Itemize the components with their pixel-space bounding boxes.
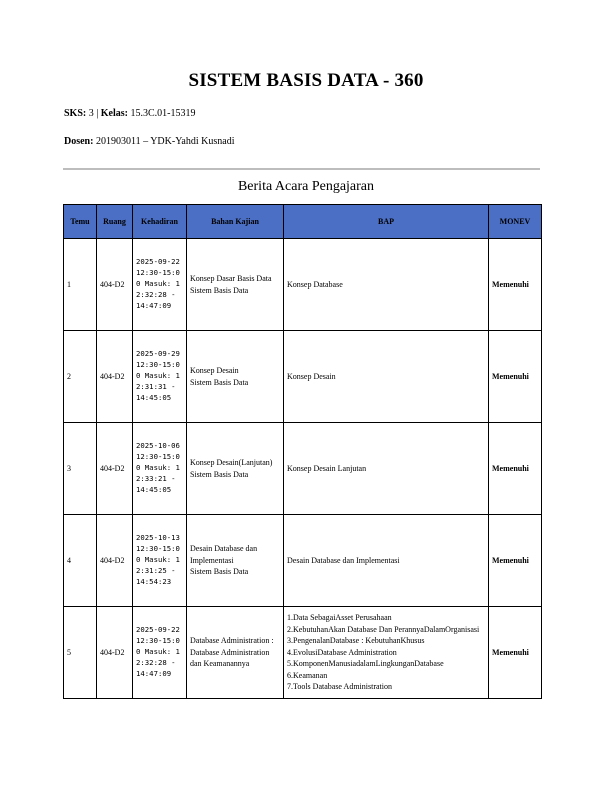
cell-temu: 1 <box>64 239 97 331</box>
bap-list-item: 2.KebutuhanAkan Database Dan PerannyaDalamOrganisasi <box>287 624 480 634</box>
cell-bahan-kajian <box>187 331 284 423</box>
cell-kehadiran: 2025-10-06 12:30-15:00 Masuk: 12:33:21 - 14:45:05 <box>133 423 187 515</box>
cell-ruang: 404-D2 <box>97 239 133 331</box>
cell-monev: Memenuhi <box>489 607 542 699</box>
bahan-line: Database Administration : Database Administration dan Keamanannya <box>190 636 274 669</box>
cell-temu: 5 <box>64 607 97 699</box>
cell-kehadiran: 2025-10-13 12:30-15:00 Masuk: 12:31:25 - 14:54:23 <box>133 515 187 607</box>
cell-monev: Memenuhi <box>489 239 542 331</box>
header-kehadiran: Kehadiran <box>133 205 187 239</box>
dosen-label: Dosen: <box>64 136 94 147</box>
bap-line: Konsep Database <box>287 279 343 289</box>
lecturer-info <box>64 136 234 147</box>
bahan-line: Sistem Basis Data <box>190 469 249 479</box>
dosen-value: 201903011 – YDK-Yahdi Kusnadi <box>95 136 235 147</box>
cell-kehadiran: 2025-09-22 12:30-15:00 Masuk: 12:32:28 - 14:47:09 <box>133 239 187 331</box>
course-info: SKS: 3 | Kelas: 15.3C.01-15319 <box>64 108 196 119</box>
cell-bap <box>284 515 489 607</box>
bap-line: Konsep Desain <box>287 371 336 381</box>
sks-label: SKS: <box>64 108 87 119</box>
cell-bahan-kajian <box>187 515 284 607</box>
table-row <box>64 607 542 699</box>
cell-kehadiran: 2025-09-22 12:30-15:00 Masuk: 12:32:28 - 14:47:09 <box>133 607 187 699</box>
bap-list-item: 3.PengenalanDatabase : KebutuhanKhusus <box>287 636 425 646</box>
page-title: SISTEM BASIS DATA - 360 <box>188 70 424 91</box>
cell-temu: 2 <box>64 331 97 423</box>
cell-monev: Memenuhi <box>489 515 542 607</box>
bap-list <box>287 612 485 693</box>
cell-bahan-kajian <box>187 239 284 331</box>
sks-value: 3 <box>88 108 94 119</box>
cell-ruang: 404-D2 <box>97 607 133 699</box>
bahan-line: Sistem Basis Data <box>190 567 249 577</box>
cell-monev: Memenuhi <box>489 331 542 423</box>
bap-list-item: 7.Tools Database Administration <box>287 682 392 692</box>
bap-list-item: 4.EvolusiDatabase Administration <box>287 647 397 657</box>
kelas-value: 15.3C.01-15319 <box>130 108 196 119</box>
cell-kehadiran: 2025-09-29 12:30-15:00 Masuk: 12:31:31 - 14:45:05 <box>133 331 187 423</box>
cell-ruang: 404-D2 <box>97 515 133 607</box>
bap-list-item: 6.Keamanan <box>287 670 328 680</box>
bap-list-item: 5.KomponenManusiadalamLingkunganDatabase <box>287 659 444 669</box>
cell-ruang: 404-D2 <box>97 423 133 515</box>
header-bahan-kajian: Bahan Kajian <box>187 205 284 239</box>
cell-bap <box>284 239 489 331</box>
bahan-line: Konsep Desain <box>190 365 239 375</box>
cell-monev: Memenuhi <box>489 423 542 515</box>
cell-bahan-kajian <box>187 607 284 699</box>
header-monev: MONEV <box>489 205 542 239</box>
table-row <box>64 239 542 331</box>
cell-bahan-kajian <box>187 423 284 515</box>
bap-line: Desain Database dan Implementasi <box>287 555 400 565</box>
table-row <box>64 423 542 515</box>
table-row <box>64 515 542 607</box>
cell-ruang: 404-D2 <box>97 331 133 423</box>
header-ruang: Ruang <box>97 205 133 239</box>
table-row <box>64 331 542 423</box>
cell-temu: 3 <box>64 423 97 515</box>
bahan-line: Sistem Basis Data <box>190 377 249 387</box>
teaching-record-table <box>63 204 542 699</box>
bap-line: Konsep Desain Lanjutan <box>287 463 367 473</box>
cell-bap <box>284 607 489 699</box>
bahan-line: Konsep Desain(Lanjutan) <box>190 457 273 467</box>
divider <box>63 168 540 170</box>
bap-list-item: 1.Data SebagaiAsset Perusahaan <box>287 612 392 622</box>
cell-temu: 4 <box>64 515 97 607</box>
section-title: Berita Acara Pengajaran <box>237 179 375 194</box>
bahan-line: Desain Database dan Implementasi <box>190 544 258 565</box>
header-temu: Temu <box>64 205 97 239</box>
bahan-line: Sistem Basis Data <box>190 285 249 295</box>
header-bap: BAP <box>284 205 489 239</box>
cell-bap <box>284 331 489 423</box>
table-header-row <box>64 205 542 239</box>
bahan-line: Konsep Dasar Basis Data <box>190 273 272 283</box>
cell-bap <box>284 423 489 515</box>
kelas-label: Kelas: <box>100 108 128 119</box>
